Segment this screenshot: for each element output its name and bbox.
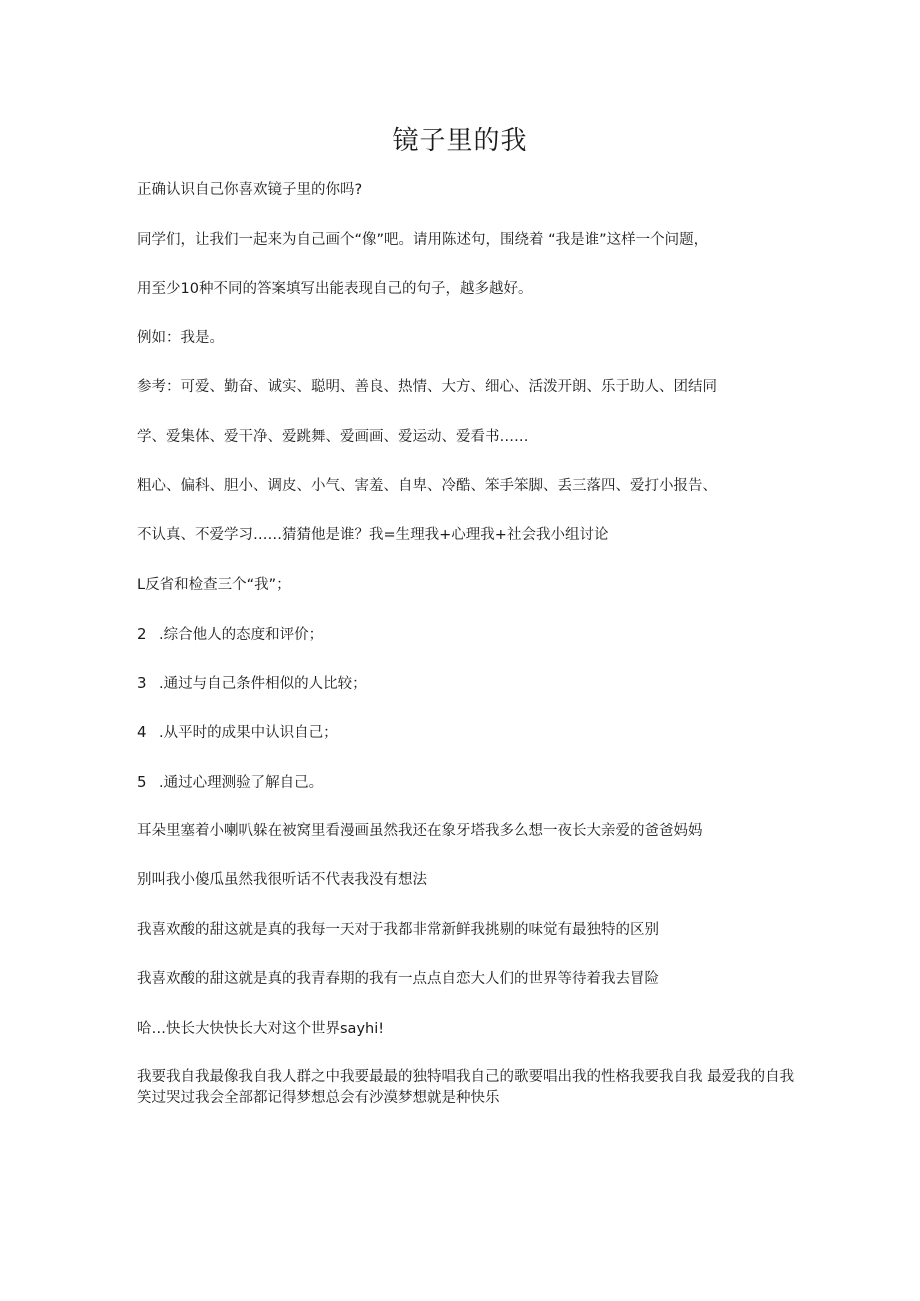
final-paragraph: 我要我自我最像我自我人群之中我要最最的独特唱我自己的歌要唱出我的性格我要我自我 最爱我的自我笑过哭过我会全部都记得梦想总会有沙漠梦想就是种快乐 <box>137 1069 795 1106</box>
numbered-item <box>137 672 817 695</box>
text-line: 同学们，让我们一起来为自己画个“像”吧。请用陈述句，围绕着 “我是谁”这样一个问题， <box>137 232 709 248</box>
item-number: 4 <box>137 723 147 741</box>
lyric-line: 耳朵里塞着小喇叭躲在被窝里看漫画虽然我还在象牙塔我多么想一夜长大亲爱的爸爸妈妈 <box>137 823 703 839</box>
text-line: 例如：我是。 <box>137 330 224 346</box>
lyric-line: 哈…快长大快快长大对这个世界sayhi! <box>137 1021 385 1037</box>
item-text: .从平时的成果中认识自己； <box>159 725 338 741</box>
text-line: 学、爱集体、爱干净、爱跳舞、爱画画、爱运动、爱看书…… <box>137 429 529 445</box>
text-line: 正确认识自己你喜欢镜子里的你吗? <box>137 182 363 198</box>
text-line: 参考：可爱、勤奋、诚实、聪明、善良、热情、大方、细心、活泼开朗、乐于助人、团结同 <box>137 379 717 395</box>
item-text: .综合他人的态度和评价； <box>159 627 324 643</box>
item-number: 3 <box>137 674 147 692</box>
text-line: 用至少10种不同的答案填写出能表现自己的句子，越多越好。 <box>137 281 533 297</box>
item-text: .通过心理测验了解自己。 <box>159 775 324 791</box>
numbered-item <box>137 771 817 794</box>
lyric-line: 别叫我小傻瓜虽然我很听话不代表我没有想法 <box>137 872 427 888</box>
text-line: 粗心、偏科、胆小、调皮、小气、害羞、自卑、冷酷、笨手笨脚、丢三落四、爱打小报告、 <box>137 478 717 494</box>
lyric-line: 我喜欢酸的甜这就是真的我每一天对于我都非常新鲜我挑剔的味觉有最独特的区别 <box>137 922 659 938</box>
item-number: 5 <box>137 773 147 791</box>
item-text: .通过与自己条件相似的人比较； <box>159 676 367 692</box>
numbered-item <box>137 623 817 646</box>
item-number: 2 <box>137 625 147 643</box>
document-title: 镜子里的我 <box>392 126 528 156</box>
text-line: L反省和检查三个“我”； <box>137 577 291 593</box>
text-line: 不认真、不爱学习……猜猜他是谁？我=生理我+心理我+社会我小组讨论 <box>137 527 609 543</box>
numbered-item <box>137 721 817 744</box>
lyric-line: 我喜欢酸的甜这就是真的我青春期的我有一点点自恋大人们的世界等待着我去冒险 <box>137 971 659 987</box>
